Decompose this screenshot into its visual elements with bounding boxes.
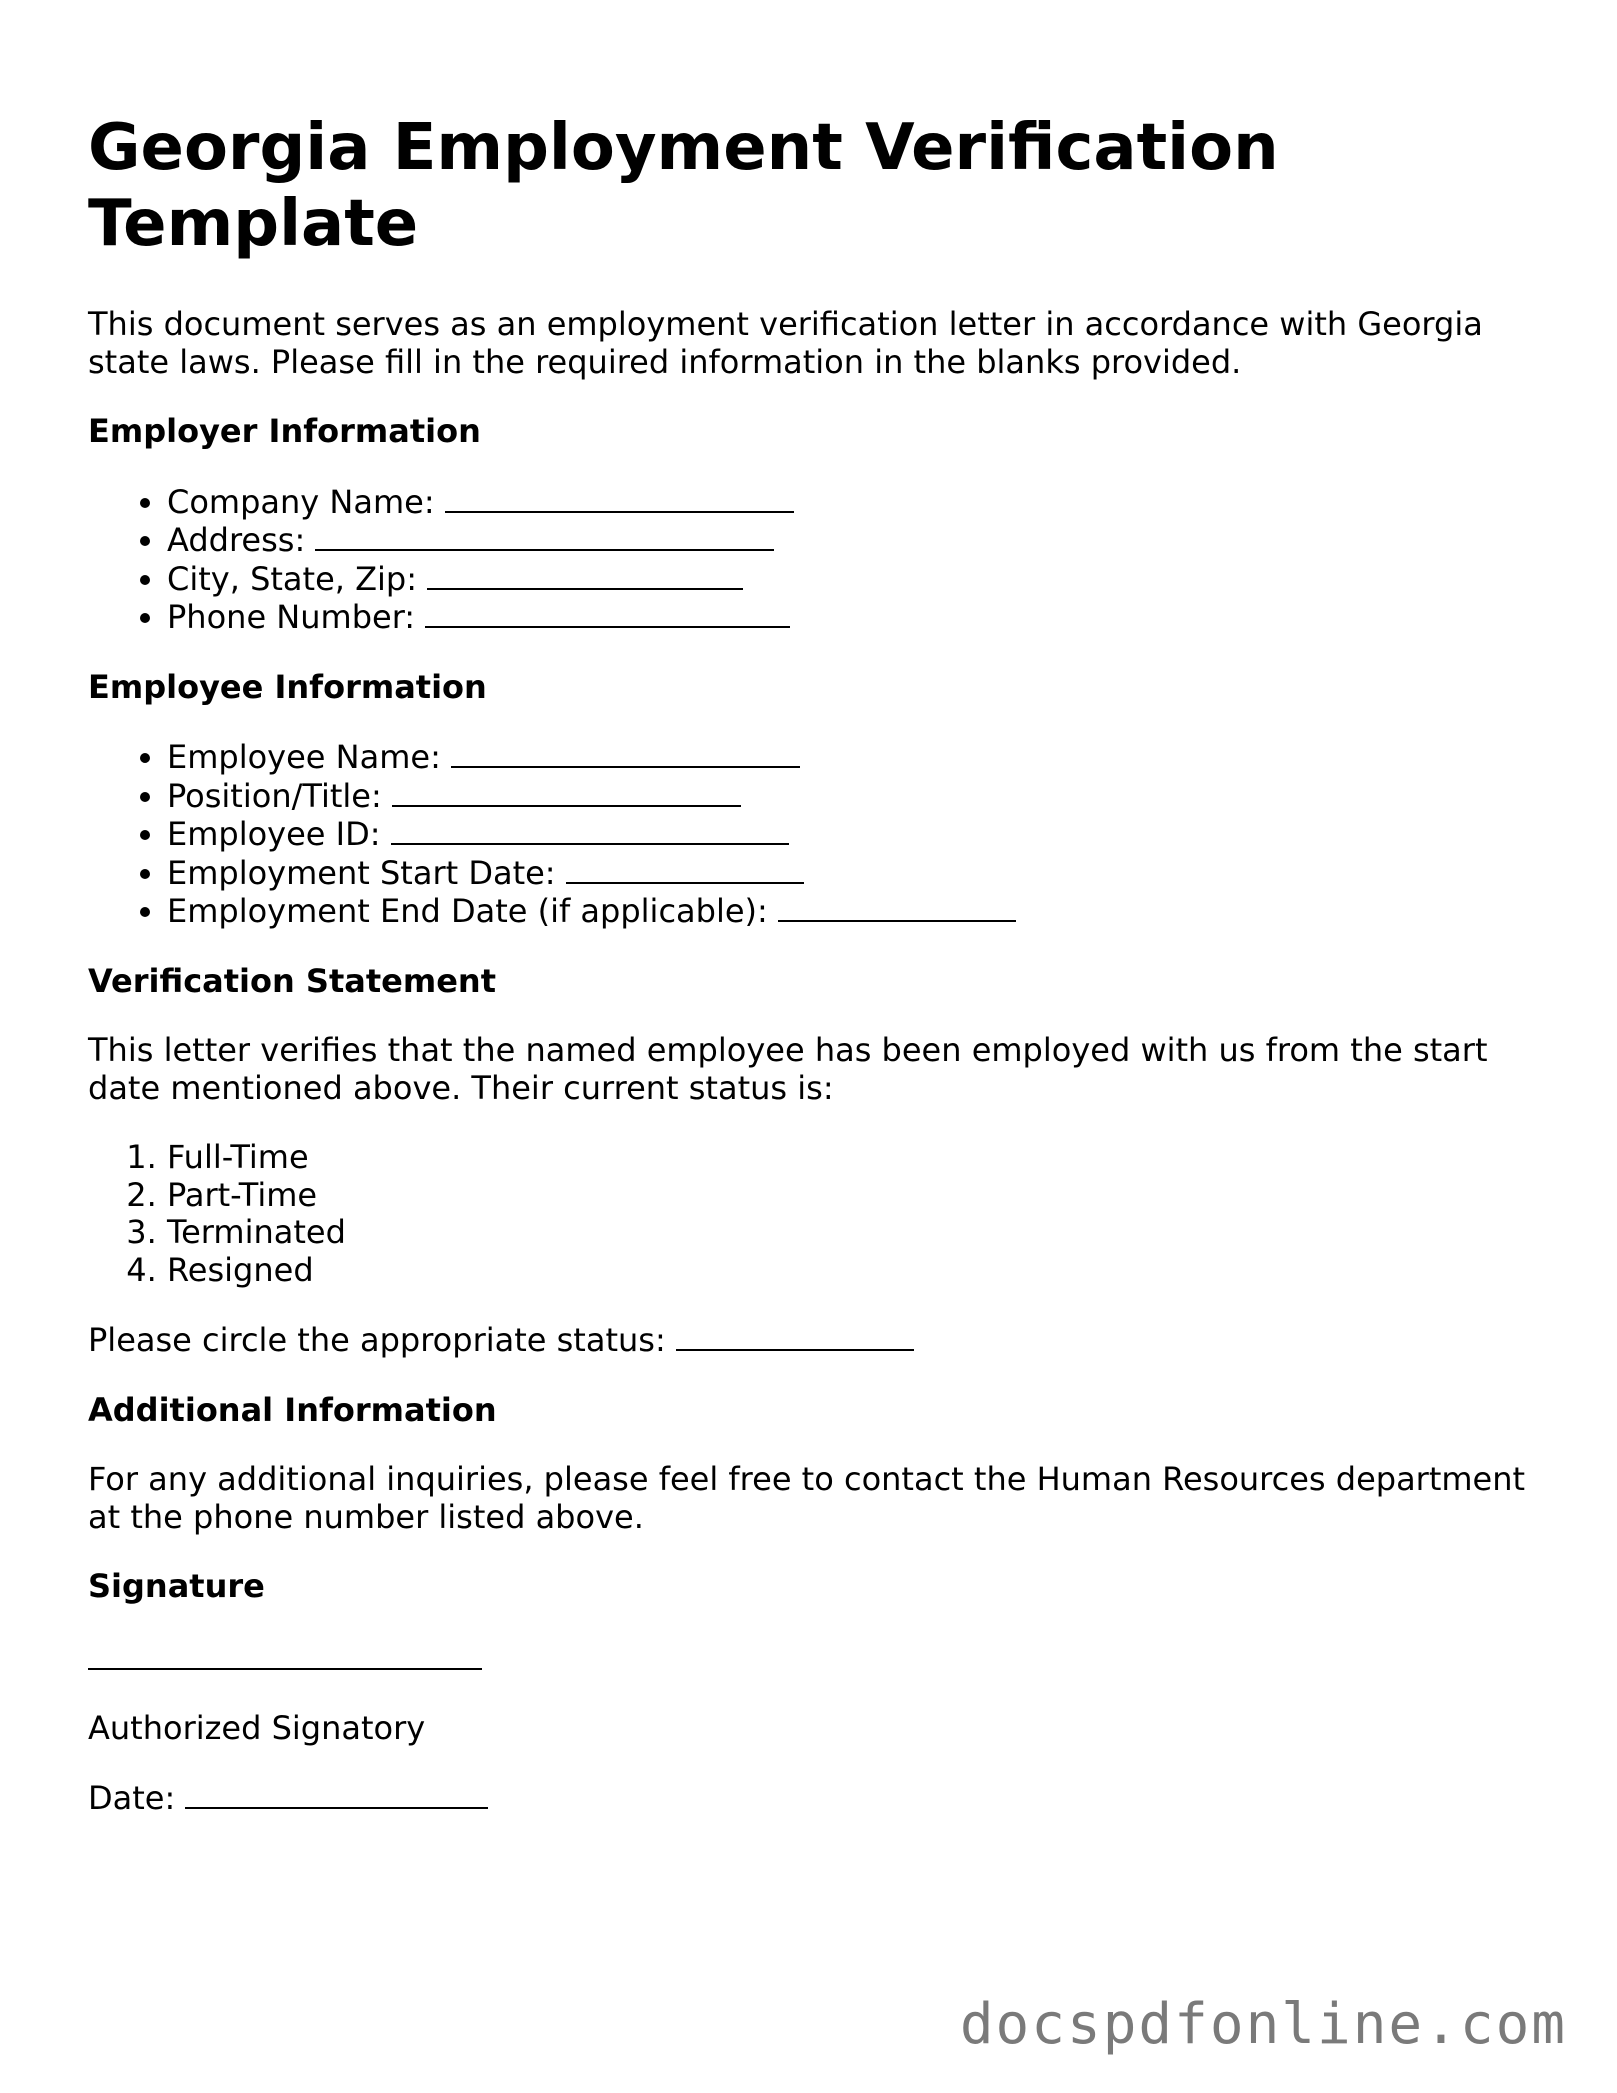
company-name-blank[interactable] (445, 483, 794, 513)
employer-heading: Employer Information (88, 412, 481, 450)
signature-heading: Signature (88, 1567, 265, 1605)
verification-paragraph: This letter verifies that the named employee has been employed with us from the start date mentioned above. Their current status is: (88, 1031, 1488, 1107)
watermark-text: docspdfonline.com (959, 1992, 1567, 2057)
list-item (167, 892, 1528, 931)
field-label: City, State, Zip: (167, 559, 418, 598)
additional-paragraph: For any additional inquiries, please feel free to contact the Human Resources department at the phone number listed above. (88, 1460, 1526, 1536)
field-label: Employee Name: (167, 738, 441, 776)
circle-status-label: Please circle the appropriate status: (88, 1321, 666, 1359)
employee-name-blank[interactable] (451, 738, 800, 768)
address-blank[interactable] (315, 521, 774, 551)
list-item (167, 738, 1528, 777)
field-label: Employment Start Date: (167, 853, 556, 892)
field-label: Position/Title: (167, 776, 382, 815)
list-item (167, 777, 1528, 816)
verification-heading: Verification Statement (88, 961, 496, 1000)
list-item (167, 560, 1528, 599)
status-option: 4. Resigned (167, 1252, 1528, 1290)
status-option: 1. Full-Time (167, 1139, 1528, 1177)
date-blank[interactable] (185, 1779, 488, 1809)
list-item (167, 483, 1528, 522)
city-state-zip-blank[interactable] (427, 560, 743, 590)
list-item (167, 854, 1528, 893)
status-list (88, 1139, 1528, 1289)
additional-heading: Additional Information (88, 1390, 497, 1429)
circle-status-line (88, 1321, 1528, 1360)
status-blank[interactable] (676, 1321, 914, 1351)
start-date-blank[interactable] (566, 854, 804, 884)
intro-paragraph: This document serves as an employment verification letter in accordance with Georgia state laws. Please fill in the required information in the blanks provided. (88, 305, 1483, 381)
status-option: 3. Terminated (167, 1214, 1528, 1252)
date-label: Date: (88, 1779, 176, 1817)
employee-list (88, 738, 1528, 931)
field-label: Address: (167, 521, 306, 559)
list-item (167, 815, 1528, 854)
employer-list (88, 483, 1528, 637)
date-line (88, 1779, 1528, 1818)
employee-id-blank[interactable] (391, 815, 789, 845)
field-label: Employment End Date (if applicable): (167, 892, 768, 930)
status-option: 2. Part-Time (167, 1177, 1528, 1215)
employee-heading: Employee Information (88, 667, 487, 706)
field-label: Company Name: (167, 482, 435, 521)
position-title-blank[interactable] (392, 777, 741, 807)
field-label: Employee ID: (167, 815, 381, 853)
list-item (167, 521, 1528, 560)
phone-number-blank[interactable] (425, 598, 790, 628)
document-title: Georgia Employment Verification Template (88, 111, 1279, 261)
signature-blank[interactable] (88, 1638, 482, 1670)
signatory-label: Authorized Signatory (88, 1708, 426, 1747)
document-page (88, 110, 1528, 1850)
list-item (167, 598, 1528, 637)
field-label: Phone Number: (167, 598, 416, 636)
end-date-blank[interactable] (778, 892, 1016, 922)
